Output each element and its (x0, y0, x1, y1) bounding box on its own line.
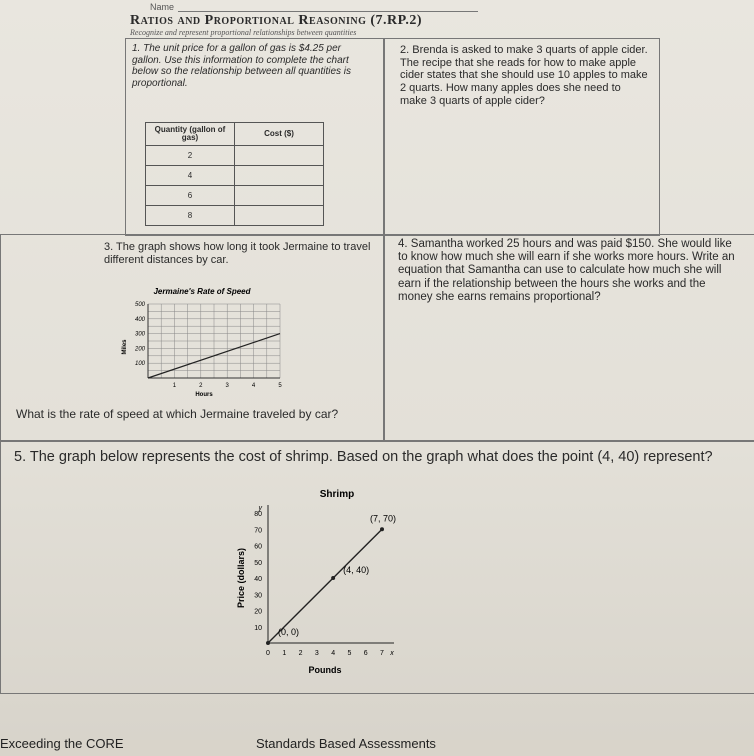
x-tick-label: 5 (347, 650, 352, 657)
q4-text: 4. Samantha worked 25 hours and was paid $150. She would like to know how much she will earn if she works more hours. Write an equation that Samantha can use to calculate how much she will earn if the relationship between the hours she works and the money she earns remains proportional? (398, 238, 735, 303)
point-label: (4, 40) (343, 565, 370, 575)
y-tick-label: 300 (134, 331, 145, 338)
y-tick-label: 20 (254, 608, 262, 616)
y-axis-label: Miles (122, 339, 128, 355)
data-point (380, 527, 384, 531)
x-tick-label: 2 (298, 650, 303, 657)
x-tick-label: 1 (172, 383, 177, 389)
x-tick-label: 4 (331, 650, 336, 657)
y-tick-label: 500 (134, 302, 145, 308)
table-cell-blank[interactable] (235, 146, 324, 166)
x-tick-label: 4 (251, 383, 256, 389)
table-cell-blank[interactable] (235, 166, 324, 186)
table-header-quantity: Quantity (gallon of gas) (146, 123, 235, 146)
y-tick-label: 50 (254, 559, 262, 567)
x-tick-label: 0 (266, 650, 270, 657)
table-cell: 6 (146, 186, 235, 206)
data-point (266, 641, 270, 645)
x-axis-label: Hours (195, 392, 213, 398)
y-tick-label: 100 (134, 361, 145, 368)
x-tick-label: 3 (225, 383, 229, 389)
x-tick-label: 3 (314, 650, 319, 657)
name-line (178, 11, 478, 12)
y-tick-label: 30 (254, 592, 262, 600)
data-point (331, 576, 335, 580)
table-header-cost: Cost ($) (235, 123, 324, 146)
x-axis-label: Pounds (308, 665, 342, 675)
q5-text: 5. The graph below represents the cost of shrimp. Based on the graph what does the point (4, 40) represent? (14, 449, 713, 465)
name-label: Name (150, 2, 175, 12)
x-tick-label: 2 (199, 383, 203, 389)
table-cell-blank[interactable] (235, 186, 324, 206)
shrimp-graph-title: Shrimp (319, 489, 355, 500)
speed-graph (110, 282, 290, 402)
x-tick-label: 5 (278, 383, 282, 389)
y-tick-label: 60 (254, 543, 262, 551)
shrimp-graph (232, 483, 432, 683)
q1-text: 1. The unit price for a gallon of gas is $4.25 per gallon. Use this information to complete the chart below so the relationship between all quantities is proportional. (132, 43, 352, 89)
x-tick-label: 6 (363, 650, 368, 657)
footer-brand: Exceeding the CORE (0, 736, 124, 751)
table-cell: 8 (146, 206, 235, 226)
y-axis-label: Price (dollars) (236, 547, 246, 609)
price-line (268, 529, 382, 643)
table-cell: 4 (146, 166, 235, 186)
y-tick-label: 200 (134, 346, 145, 353)
speed-graph-title: Jermaine's Rate of Speed (153, 287, 251, 296)
q2-text: 2. Brenda is asked to make 3 quarts of apple cider. The recipe that she reads for how to make apple cider states that she should use 10 apples to make 2 quarts. How many apples does she need to make 3 quarts of apple cider? (400, 44, 648, 107)
table-cell: 2 (146, 146, 235, 166)
footer-title: Standards Based Assessments (256, 736, 436, 751)
y-tick-label: 40 (254, 576, 262, 583)
point-label: (7, 70) (370, 513, 397, 524)
y-tick-label: 400 (134, 316, 145, 323)
y-tick-label: y (258, 505, 262, 512)
point-label: (0, 0) (278, 627, 300, 637)
y-tick-label: 10 (254, 624, 262, 632)
x-tick-label: x (390, 650, 394, 657)
y-tick-label: 80 (254, 511, 262, 518)
x-tick-label: 1 (282, 650, 287, 657)
page-subtitle: Recognize and represent proportional relationships between quantities (130, 28, 357, 37)
gas-cost-table (145, 122, 324, 226)
q3-question: What is the rate of speed at which Jermaine traveled by car? (16, 407, 339, 421)
page-title: Ratios and Proportional Reasoning (7.RP.2) (130, 13, 423, 28)
table-cell-blank[interactable] (235, 206, 324, 226)
q3-text: 3. The graph shows how long it took Jermaine to travel different distances by car. (104, 241, 371, 266)
y-tick-label: 70 (254, 527, 262, 535)
x-tick-label: 7 (380, 650, 384, 657)
